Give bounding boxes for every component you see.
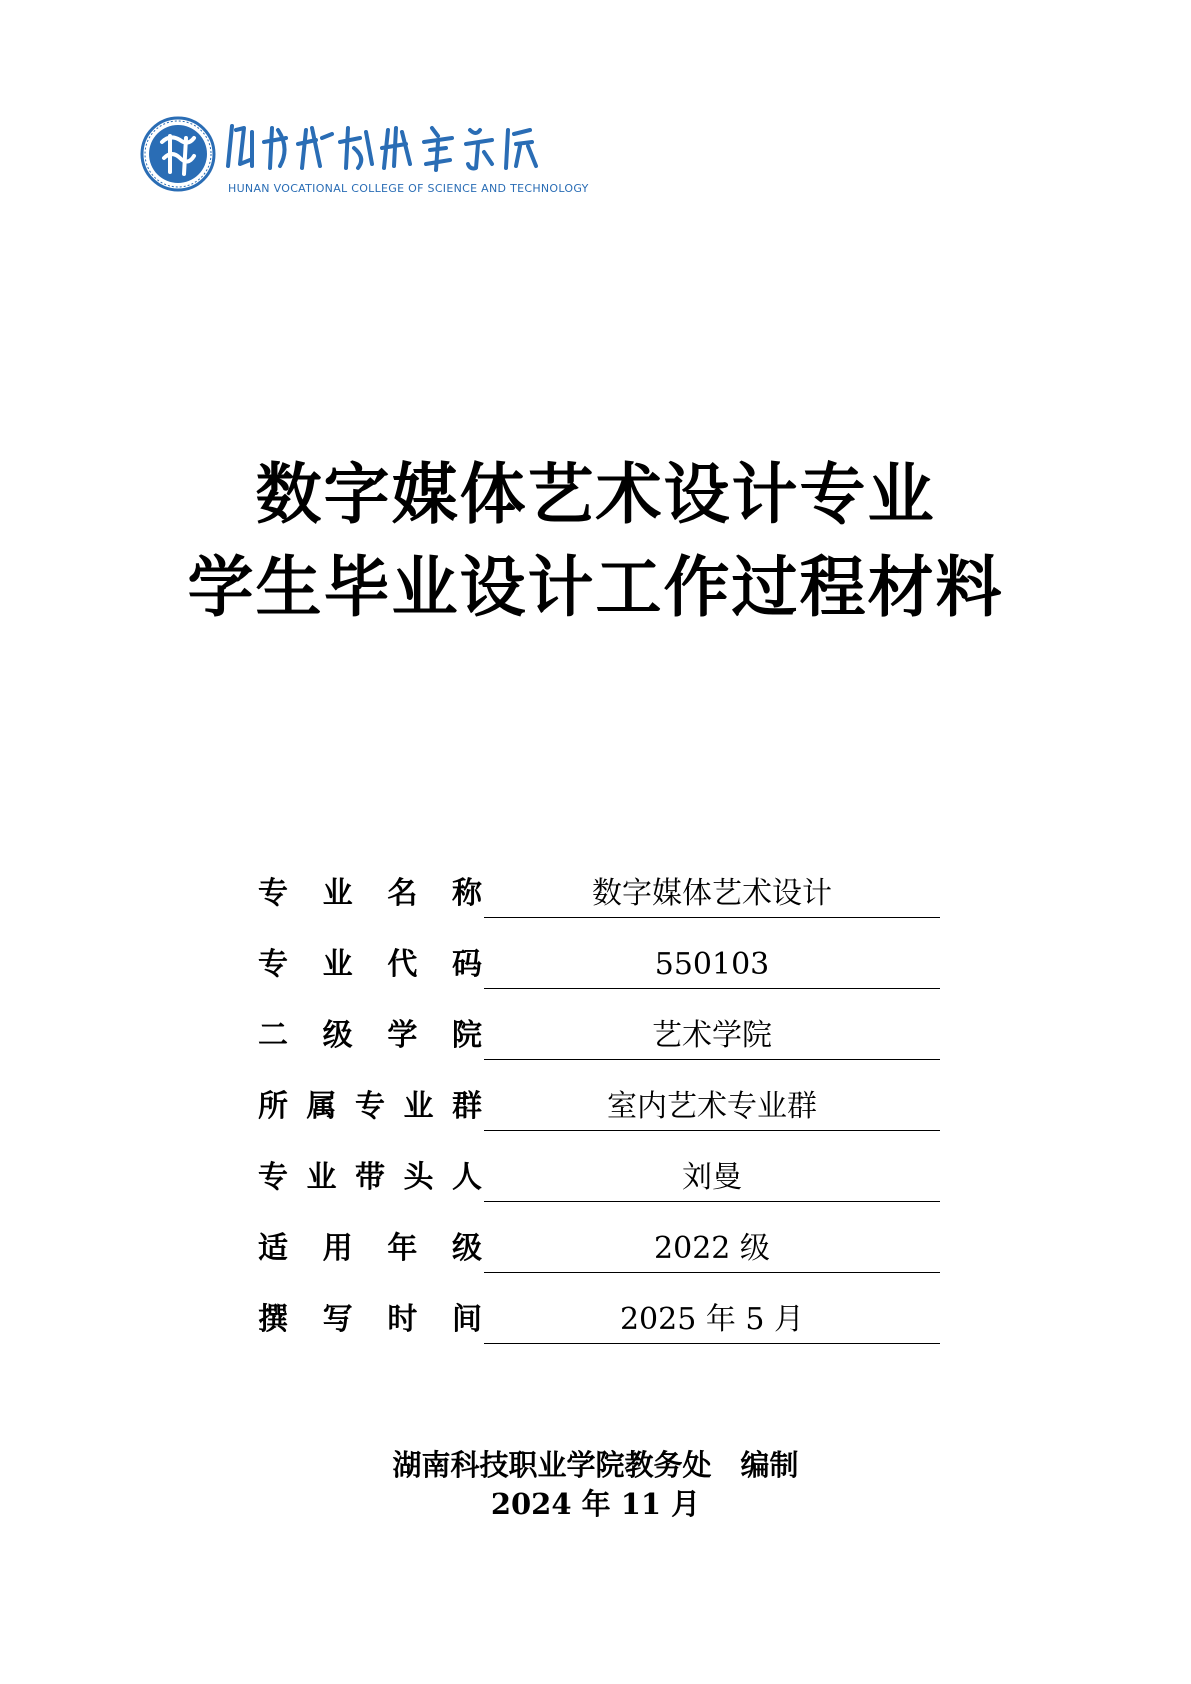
info-row-major-name xyxy=(258,866,942,937)
info-row-write-date xyxy=(258,1292,942,1363)
footer-publisher: 湖南科技职业学院教务处 编制 xyxy=(392,1448,799,1482)
info-row-college xyxy=(258,1008,942,1079)
info-value: 2025 年 5 月 xyxy=(484,1298,940,1344)
info-value: 2022 级 xyxy=(484,1227,940,1273)
title-line-2: 学生毕业设计工作过程材料 xyxy=(187,549,1004,626)
college-logo xyxy=(140,108,610,200)
info-value: 550103 xyxy=(484,943,940,989)
info-label: 所 属 专 业 群 xyxy=(258,1089,482,1124)
info-label: 专 业 带 头 人 xyxy=(258,1160,482,1195)
footer-date: 2024 年 11 月 xyxy=(490,1487,701,1521)
info-table xyxy=(258,866,942,1363)
info-row-leader xyxy=(258,1150,942,1221)
info-label: 撰 写 时 间 xyxy=(258,1302,482,1337)
info-label: 专 业 名 称 xyxy=(258,876,482,911)
info-value: 艺术学院 xyxy=(484,1014,940,1060)
college-english-name: HUNAN VOCATIONAL COLLEGE OF SCIENCE AND TECHNOLOGY xyxy=(228,182,589,195)
info-label: 适 用 年 级 xyxy=(258,1231,482,1266)
info-label: 二 级 学 院 xyxy=(258,1018,482,1053)
title-line-1: 数字媒体艺术设计专业 xyxy=(255,456,936,533)
info-value: 室内艺术专业群 xyxy=(484,1085,940,1131)
info-row-grade xyxy=(258,1221,942,1292)
college-emblem-icon xyxy=(142,118,214,190)
info-value: 数字媒体艺术设计 xyxy=(484,872,940,918)
info-row-major-code xyxy=(258,937,942,1008)
info-label: 专 业 代 码 xyxy=(258,947,482,982)
info-row-major-group xyxy=(258,1079,942,1150)
info-value: 刘曼 xyxy=(484,1156,940,1202)
